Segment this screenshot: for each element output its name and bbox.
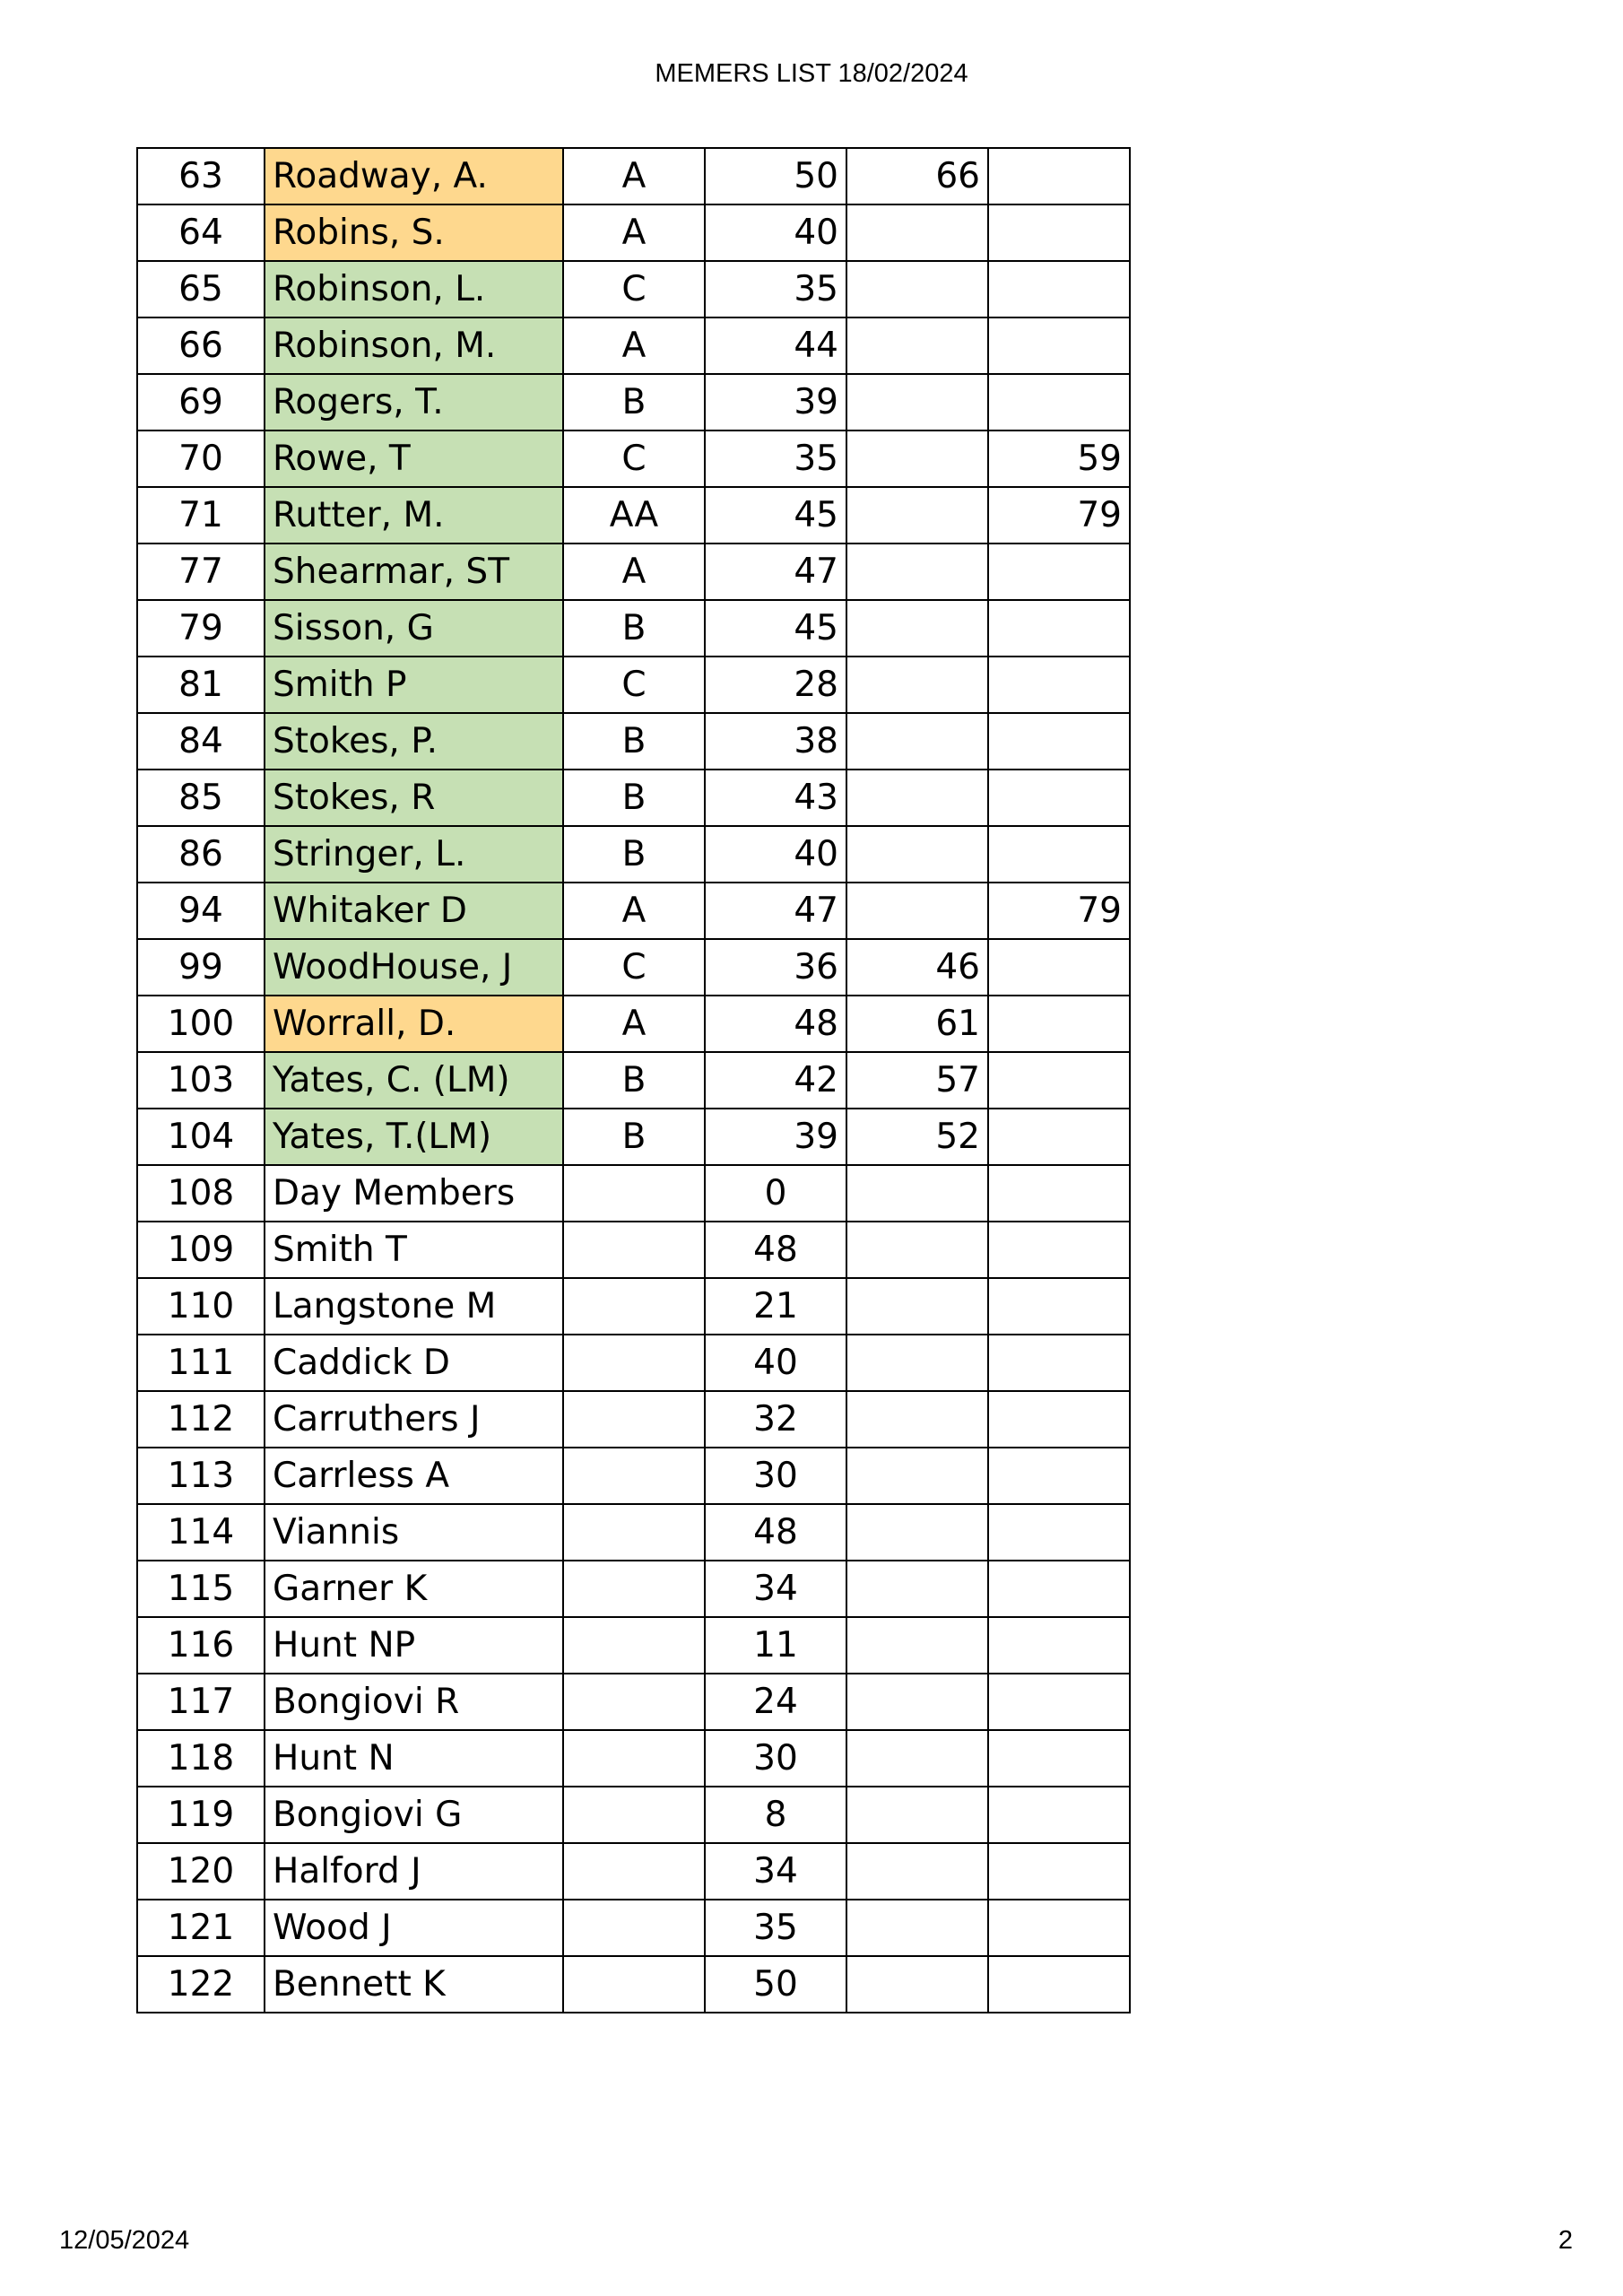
table-row <box>137 1730 1130 1787</box>
member-name-cell: Bongiovi R <box>265 1674 563 1730</box>
member-name-cell: Smith T <box>265 1222 563 1278</box>
member-number-cell: 109 <box>137 1222 265 1278</box>
member-extra1-cell: 57 <box>846 1052 988 1109</box>
member-name-cell: Rogers, T. <box>265 374 563 430</box>
member-extra2-cell: 79 <box>988 883 1130 939</box>
member-score-cell: 34 <box>705 1843 846 1900</box>
member-score-cell: 39 <box>705 374 846 430</box>
member-extra2-cell <box>988 1674 1130 1730</box>
member-extra1-cell <box>846 1448 988 1504</box>
member-name-cell: Yates, C. (LM) <box>265 1052 563 1109</box>
member-grade-cell: A <box>563 317 705 374</box>
member-score-cell: 40 <box>705 204 846 261</box>
table-row <box>137 1448 1130 1504</box>
member-grade-cell: AA <box>563 487 705 544</box>
member-extra1-cell <box>846 1843 988 1900</box>
member-extra2-cell <box>988 826 1130 883</box>
member-grade-cell: B <box>563 1052 705 1109</box>
table-row <box>137 883 1130 939</box>
member-name-cell: Worrall, D. <box>265 996 563 1052</box>
member-extra2-cell <box>988 939 1130 996</box>
member-extra2-cell <box>988 1843 1130 1900</box>
member-number-cell: 117 <box>137 1674 265 1730</box>
member-score-cell: 43 <box>705 770 846 826</box>
member-grade-cell <box>563 1730 705 1787</box>
table-row <box>137 317 1130 374</box>
member-name-cell: Robinson, M. <box>265 317 563 374</box>
member-extra2-cell <box>988 204 1130 261</box>
member-extra1-cell <box>846 204 988 261</box>
member-extra1-cell <box>846 1674 988 1730</box>
member-extra1-cell <box>846 657 988 713</box>
member-name-cell: Langstone M <box>265 1278 563 1335</box>
table-row <box>137 1278 1130 1335</box>
member-extra2-cell <box>988 1956 1130 2013</box>
member-grade-cell <box>563 1674 705 1730</box>
member-score-cell: 35 <box>705 261 846 317</box>
member-number-cell: 81 <box>137 657 265 713</box>
member-grade-cell: B <box>563 1109 705 1165</box>
member-score-cell: 45 <box>705 600 846 657</box>
member-grade-cell <box>563 1900 705 1956</box>
member-name-cell: Sisson, G <box>265 600 563 657</box>
member-name-cell: Garner K <box>265 1561 563 1617</box>
member-extra2-cell <box>988 1109 1130 1165</box>
member-grade-cell: A <box>563 148 705 204</box>
table-row <box>137 1561 1130 1617</box>
table-row <box>137 1165 1130 1222</box>
table-row <box>137 261 1130 317</box>
member-extra1-cell <box>846 1278 988 1335</box>
member-score-cell: 8 <box>705 1787 846 1843</box>
member-name-cell: Shearmar, ST <box>265 544 563 600</box>
member-name-cell: Hunt N <box>265 1730 563 1787</box>
table-row <box>137 1109 1130 1165</box>
member-grade-cell: C <box>563 657 705 713</box>
member-name-cell: Bongiovi G <box>265 1787 563 1843</box>
table-row <box>137 1843 1130 1900</box>
member-name-cell: Yates, T.(LM) <box>265 1109 563 1165</box>
member-name-cell: Robinson, L. <box>265 261 563 317</box>
table-row <box>137 1956 1130 2013</box>
member-number-cell: 70 <box>137 430 265 487</box>
member-name-cell: Stringer, L. <box>265 826 563 883</box>
member-extra2-cell <box>988 148 1130 204</box>
member-grade-cell: B <box>563 713 705 770</box>
member-number-cell: 79 <box>137 600 265 657</box>
member-number-cell: 120 <box>137 1843 265 1900</box>
member-extra2-cell <box>988 600 1130 657</box>
member-extra1-cell <box>846 1391 988 1448</box>
member-name-cell: Smith P <box>265 657 563 713</box>
member-extra2-cell: 79 <box>988 487 1130 544</box>
member-number-cell: 121 <box>137 1900 265 1956</box>
member-number-cell: 65 <box>137 261 265 317</box>
member-extra2-cell <box>988 544 1130 600</box>
member-number-cell: 100 <box>137 996 265 1052</box>
page-title: MEMERS LIST 18/02/2024 <box>655 59 968 88</box>
table-row <box>137 600 1130 657</box>
member-extra1-cell: 66 <box>846 148 988 204</box>
member-score-cell: 48 <box>705 1504 846 1561</box>
member-grade-cell: A <box>563 996 705 1052</box>
member-score-cell: 39 <box>705 1109 846 1165</box>
member-extra1-cell <box>846 1617 988 1674</box>
member-name-cell: Carruthers J <box>265 1391 563 1448</box>
member-extra2-cell <box>988 996 1130 1052</box>
table-row <box>137 1900 1130 1956</box>
member-number-cell: 108 <box>137 1165 265 1222</box>
member-number-cell: 66 <box>137 317 265 374</box>
member-score-cell: 34 <box>705 1561 846 1617</box>
member-extra2-cell <box>988 317 1130 374</box>
member-grade-cell <box>563 1448 705 1504</box>
member-number-cell: 116 <box>137 1617 265 1674</box>
table-row <box>137 430 1130 487</box>
member-name-cell: Caddick D <box>265 1335 563 1391</box>
member-grade-cell: A <box>563 204 705 261</box>
member-number-cell: 122 <box>137 1956 265 2013</box>
member-extra2-cell <box>988 1900 1130 1956</box>
footer-date: 12/05/2024 <box>59 2226 190 2255</box>
member-score-cell: 48 <box>705 1222 846 1278</box>
member-score-cell: 38 <box>705 713 846 770</box>
table-row <box>137 713 1130 770</box>
member-extra1-cell <box>846 374 988 430</box>
member-extra1-cell: 52 <box>846 1109 988 1165</box>
member-grade-cell <box>563 1222 705 1278</box>
member-score-cell: 50 <box>705 1956 846 2013</box>
member-grade-cell: A <box>563 544 705 600</box>
member-extra2-cell <box>988 1278 1130 1335</box>
member-score-cell: 45 <box>705 487 846 544</box>
member-extra2-cell <box>988 1561 1130 1617</box>
member-name-cell: Rutter, M. <box>265 487 563 544</box>
member-extra1-cell <box>846 1900 988 1956</box>
member-name-cell: Stokes, P. <box>265 713 563 770</box>
member-number-cell: 114 <box>137 1504 265 1561</box>
member-grade-cell <box>563 1787 705 1843</box>
member-grade-cell: B <box>563 600 705 657</box>
member-number-cell: 118 <box>137 1730 265 1787</box>
member-grade-cell: B <box>563 770 705 826</box>
member-extra1-cell <box>846 600 988 657</box>
member-name-cell: Stokes, R <box>265 770 563 826</box>
member-extra2-cell <box>988 1052 1130 1109</box>
member-number-cell: 64 <box>137 204 265 261</box>
table-row <box>137 1787 1130 1843</box>
member-number-cell: 71 <box>137 487 265 544</box>
table-row <box>137 657 1130 713</box>
member-extra1-cell <box>846 1222 988 1278</box>
member-name-cell: Whitaker D <box>265 883 563 939</box>
member-score-cell: 30 <box>705 1448 846 1504</box>
member-extra2-cell <box>988 1335 1130 1391</box>
member-extra1-cell <box>846 544 988 600</box>
member-extra1-cell <box>846 487 988 544</box>
member-extra1-cell: 61 <box>846 996 988 1052</box>
member-name-cell: Viannis <box>265 1504 563 1561</box>
member-number-cell: 110 <box>137 1278 265 1335</box>
member-name-cell: Halford J <box>265 1843 563 1900</box>
member-grade-cell: C <box>563 261 705 317</box>
member-grade-cell: B <box>563 374 705 430</box>
member-grade-cell <box>563 1956 705 2013</box>
member-extra2-cell <box>988 1448 1130 1504</box>
member-extra2-cell <box>988 1787 1130 1843</box>
member-grade-cell <box>563 1391 705 1448</box>
member-extra1-cell <box>846 430 988 487</box>
table-row <box>137 1052 1130 1109</box>
member-number-cell: 119 <box>137 1787 265 1843</box>
member-name-cell: Bennett K <box>265 1956 563 2013</box>
member-extra1-cell <box>846 1956 988 2013</box>
member-extra2-cell: 59 <box>988 430 1130 487</box>
table-row <box>137 1391 1130 1448</box>
member-score-cell: 47 <box>705 544 846 600</box>
member-extra1-cell <box>846 1165 988 1222</box>
member-extra1-cell <box>846 1561 988 1617</box>
member-extra2-cell <box>988 657 1130 713</box>
member-extra2-cell <box>988 1504 1130 1561</box>
member-score-cell: 44 <box>705 317 846 374</box>
member-extra2-cell <box>988 770 1130 826</box>
member-extra1-cell <box>846 770 988 826</box>
member-number-cell: 113 <box>137 1448 265 1504</box>
member-number-cell: 104 <box>137 1109 265 1165</box>
member-score-cell: 40 <box>705 826 846 883</box>
member-name-cell: Day Members <box>265 1165 563 1222</box>
member-name-cell: Carrless A <box>265 1448 563 1504</box>
table-row <box>137 1335 1130 1391</box>
table-row <box>137 1504 1130 1561</box>
member-score-cell: 35 <box>705 1900 846 1956</box>
member-extra1-cell <box>846 261 988 317</box>
member-score-cell: 11 <box>705 1617 846 1674</box>
member-grade-cell: C <box>563 430 705 487</box>
member-extra2-cell <box>988 374 1130 430</box>
member-number-cell: 103 <box>137 1052 265 1109</box>
table-row <box>137 544 1130 600</box>
member-score-cell: 42 <box>705 1052 846 1109</box>
member-score-cell: 30 <box>705 1730 846 1787</box>
member-number-cell: 99 <box>137 939 265 996</box>
member-name-cell: Roadway, A. <box>265 148 563 204</box>
member-extra1-cell <box>846 883 988 939</box>
member-name-cell: WoodHouse, J <box>265 939 563 996</box>
member-extra2-cell <box>988 261 1130 317</box>
table-row <box>137 204 1130 261</box>
table-row <box>137 1617 1130 1674</box>
member-score-cell: 28 <box>705 657 846 713</box>
member-grade-cell <box>563 1278 705 1335</box>
member-extra2-cell <box>988 713 1130 770</box>
member-score-cell: 21 <box>705 1278 846 1335</box>
member-score-cell: 50 <box>705 148 846 204</box>
member-score-cell: 32 <box>705 1391 846 1448</box>
member-extra1-cell <box>846 1730 988 1787</box>
member-grade-cell <box>563 1617 705 1674</box>
member-grade-cell: A <box>563 883 705 939</box>
table-row <box>137 1674 1130 1730</box>
member-grade-cell <box>563 1561 705 1617</box>
table-row <box>137 826 1130 883</box>
member-extra2-cell <box>988 1391 1130 1448</box>
member-score-cell: 40 <box>705 1335 846 1391</box>
member-score-cell: 24 <box>705 1674 846 1730</box>
member-number-cell: 111 <box>137 1335 265 1391</box>
member-extra1-cell <box>846 713 988 770</box>
member-extra2-cell <box>988 1617 1130 1674</box>
member-number-cell: 85 <box>137 770 265 826</box>
member-number-cell: 69 <box>137 374 265 430</box>
member-extra1-cell <box>846 826 988 883</box>
member-name-cell: Wood J <box>265 1900 563 1956</box>
table-row <box>137 939 1130 996</box>
member-score-cell: 0 <box>705 1165 846 1222</box>
members-table-body <box>137 148 1130 2013</box>
member-extra2-cell <box>988 1222 1130 1278</box>
member-grade-cell: C <box>563 939 705 996</box>
table-row <box>137 487 1130 544</box>
member-extra2-cell <box>988 1165 1130 1222</box>
member-grade-cell <box>563 1335 705 1391</box>
member-grade-cell: B <box>563 826 705 883</box>
table-row <box>137 374 1130 430</box>
member-name-cell: Robins, S. <box>265 204 563 261</box>
member-number-cell: 86 <box>137 826 265 883</box>
member-number-cell: 94 <box>137 883 265 939</box>
member-score-cell: 35 <box>705 430 846 487</box>
member-extra1-cell <box>846 317 988 374</box>
member-extra1-cell <box>846 1787 988 1843</box>
member-number-cell: 84 <box>137 713 265 770</box>
member-number-cell: 112 <box>137 1391 265 1448</box>
member-name-cell: Hunt NP <box>265 1617 563 1674</box>
member-number-cell: 77 <box>137 544 265 600</box>
table-row <box>137 996 1130 1052</box>
table-row <box>137 1222 1130 1278</box>
page-number: 2 <box>1558 2226 1573 2255</box>
member-extra1-cell <box>846 1335 988 1391</box>
member-number-cell: 115 <box>137 1561 265 1617</box>
member-score-cell: 36 <box>705 939 846 996</box>
members-table <box>136 147 1131 2013</box>
table-row <box>137 148 1130 204</box>
member-extra1-cell <box>846 1504 988 1561</box>
member-number-cell: 63 <box>137 148 265 204</box>
member-grade-cell <box>563 1165 705 1222</box>
member-extra2-cell <box>988 1730 1130 1787</box>
member-score-cell: 47 <box>705 883 846 939</box>
member-extra1-cell: 46 <box>846 939 988 996</box>
table-row <box>137 770 1130 826</box>
member-grade-cell <box>563 1504 705 1561</box>
member-score-cell: 48 <box>705 996 846 1052</box>
member-name-cell: Rowe, T <box>265 430 563 487</box>
member-grade-cell <box>563 1843 705 1900</box>
